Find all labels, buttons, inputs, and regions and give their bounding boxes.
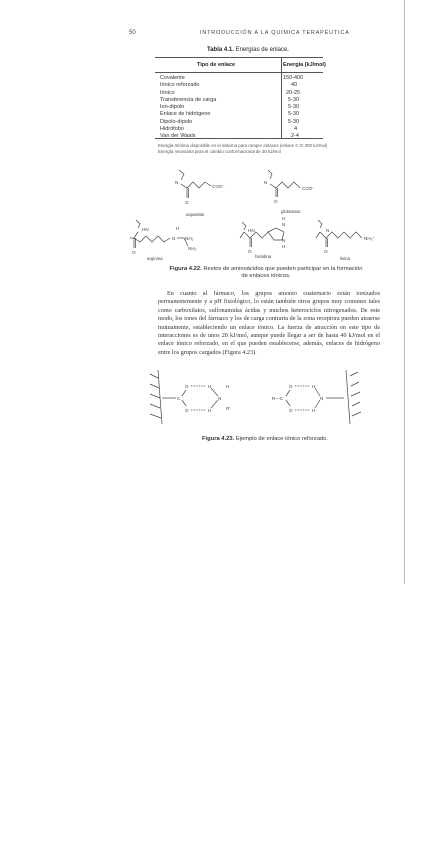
arginine-label: arginina bbox=[147, 256, 163, 261]
table-cell-energy: 4 bbox=[294, 126, 298, 133]
running-title: INTRODUCCIÓN A LA QUÍMICA TERAPÉUTICA bbox=[200, 30, 350, 36]
svg-text:NH₃⁺: NH₃⁺ bbox=[364, 236, 375, 241]
body-paragraph: En cuanto al fármaco, los grupos amonio cuaternario están ionizados permanentemente y a pH fisiológico, lo están también otros grupos muy comunes tales como carboxilatos, sulfonamidas ácidas y muchos heterociclos nitrogenados. De este modo, los iones del fármaco y los de carga contraria de la zona receptora pueden atraerse mutuamente, estableciendo un enlace iónico. La fuerza de atracción en este tipo de interacciones es de unos 20 kJ/mol, aunque puede llegar a ser de hasta 40 kJ/mol en el enlace iónico reforzado, en el que pueden establecerse, además, enlaces de hidrógeno entre los grupos cargados (Figura 4.23). bbox=[158, 290, 380, 356]
table-row bbox=[160, 119, 325, 126]
table-cell-energy: 5-30 bbox=[288, 118, 300, 125]
table-row bbox=[160, 90, 325, 97]
table-cell-energy: 5-30 bbox=[288, 111, 300, 118]
receptor-surface-left bbox=[150, 370, 162, 424]
table-cell-energy: 2-4 bbox=[291, 133, 299, 140]
table-footnote-1: Energía mínima disponible en el sistema para romper enlaces (enlace C-O 300 kJ/mol) bbox=[158, 143, 328, 148]
svg-text:N: N bbox=[264, 180, 268, 185]
table-caption-text: Energías de enlace. bbox=[235, 47, 289, 53]
table-col-type-header: Tipo de enlace bbox=[197, 62, 236, 68]
arginine-structure bbox=[128, 216, 218, 258]
figure-4-22-caption-line1: Restos de aminoácidos que pueden participar en la formación bbox=[203, 266, 363, 272]
histidine-structure bbox=[238, 214, 298, 258]
svg-text:O: O bbox=[289, 408, 293, 413]
svg-text:H: H bbox=[226, 384, 230, 389]
svg-text:N: N bbox=[326, 228, 330, 233]
svg-text:N: N bbox=[218, 396, 222, 401]
figure-4-23-diagram bbox=[148, 366, 388, 430]
svg-text:COO⁻: COO⁻ bbox=[302, 186, 315, 191]
svg-text:O: O bbox=[274, 199, 278, 204]
table-row bbox=[160, 133, 325, 140]
aspartate-structure bbox=[175, 164, 235, 210]
figure-4-23-caption bbox=[160, 436, 370, 443]
svg-text:COO⁻: COO⁻ bbox=[212, 184, 225, 189]
table-cell-type: Covalente bbox=[160, 75, 185, 81]
svg-text:R—C: R—C bbox=[272, 396, 284, 401]
svg-text:O: O bbox=[185, 384, 189, 389]
figure-4-22-caption-label: Figura 4.22. bbox=[169, 266, 202, 272]
table-cell-energy: 20-25 bbox=[286, 89, 301, 96]
svg-text:H: H bbox=[312, 384, 316, 389]
table-row bbox=[160, 104, 325, 111]
svg-text:N: N bbox=[320, 396, 324, 401]
svg-text:H: H bbox=[282, 244, 286, 249]
svg-text:N: N bbox=[172, 236, 176, 241]
svg-text:O: O bbox=[132, 250, 136, 255]
table-cell-type: Hidrófobo bbox=[160, 126, 184, 133]
table-row bbox=[160, 97, 325, 104]
lysine-label: lisina bbox=[340, 256, 351, 261]
table-row bbox=[160, 111, 325, 118]
table-footnote-2: Energía necesaria para el cambio conformacional de 30 kJ/mol bbox=[158, 149, 281, 154]
table-body bbox=[160, 75, 325, 141]
svg-text:O: O bbox=[324, 249, 328, 254]
table-cell-type: Ion-dipolo bbox=[160, 104, 185, 111]
svg-text:NH₂: NH₂ bbox=[185, 236, 194, 241]
page-number: 50 bbox=[129, 30, 136, 36]
svg-text:N: N bbox=[282, 222, 286, 227]
svg-text:H: H bbox=[282, 216, 286, 221]
histidine-label: histidina bbox=[255, 254, 272, 259]
figure-4-22-caption-line2: de enlaces iónicos. bbox=[241, 273, 291, 279]
svg-text:H: H bbox=[208, 384, 212, 389]
svg-text:R': R' bbox=[226, 406, 231, 411]
table-caption bbox=[207, 47, 289, 53]
svg-text:O: O bbox=[248, 249, 252, 254]
table-header-rule bbox=[155, 72, 323, 73]
table-row bbox=[160, 126, 325, 133]
svg-text:O: O bbox=[185, 200, 189, 205]
svg-text:N: N bbox=[175, 180, 179, 185]
table-cell-type: Van der Waals bbox=[160, 133, 196, 140]
table-row bbox=[160, 82, 325, 89]
table-cell-energy: 40 bbox=[291, 82, 298, 89]
svg-text:C: C bbox=[177, 396, 181, 401]
table-cell-energy: 5-30 bbox=[288, 96, 300, 103]
svg-text:N: N bbox=[282, 238, 286, 243]
svg-text:H: H bbox=[312, 408, 316, 413]
glutamate-structure bbox=[262, 166, 352, 212]
table-cell-type: Iónico reforzado bbox=[160, 82, 200, 89]
svg-text:O: O bbox=[185, 408, 189, 413]
figure-4-22-caption bbox=[148, 266, 384, 280]
receptor-surface-right bbox=[346, 370, 361, 424]
table-cell-type: Iónico bbox=[160, 89, 175, 96]
figure-4-23-caption-text: Ejemplo de enlace iónico reforzado. bbox=[235, 436, 328, 442]
svg-text:NH₂: NH₂ bbox=[188, 246, 197, 251]
table-cell-type: Enlace de hidrógeno bbox=[160, 111, 211, 118]
table-cell-type: Transferencia de carga bbox=[160, 96, 217, 103]
lysine-structure bbox=[312, 218, 382, 258]
table-cell-energy: 150-400 bbox=[283, 75, 304, 81]
page-edge-line bbox=[404, 0, 405, 584]
svg-text:HN: HN bbox=[142, 227, 149, 232]
svg-text:HN: HN bbox=[248, 228, 255, 233]
body-text bbox=[158, 290, 380, 357]
table-cell-energy: 5-30 bbox=[288, 104, 300, 111]
svg-text:H: H bbox=[176, 226, 180, 231]
table-top-rule bbox=[155, 57, 323, 58]
table-caption-label: Tabla 4.1. bbox=[207, 47, 234, 53]
figure-4-23-caption-label: Figura 4.23. bbox=[201, 436, 235, 442]
table-cell-type: Dipolo-dipolo bbox=[160, 118, 193, 125]
glutamate-label: glutamato bbox=[281, 209, 301, 214]
aspartate-label: aspartato bbox=[186, 212, 205, 217]
table-row bbox=[160, 75, 325, 82]
table-col-energy-header: Energía (kJ/mol) bbox=[283, 62, 326, 68]
svg-text:O: O bbox=[289, 384, 293, 389]
svg-text:H: H bbox=[208, 408, 212, 413]
